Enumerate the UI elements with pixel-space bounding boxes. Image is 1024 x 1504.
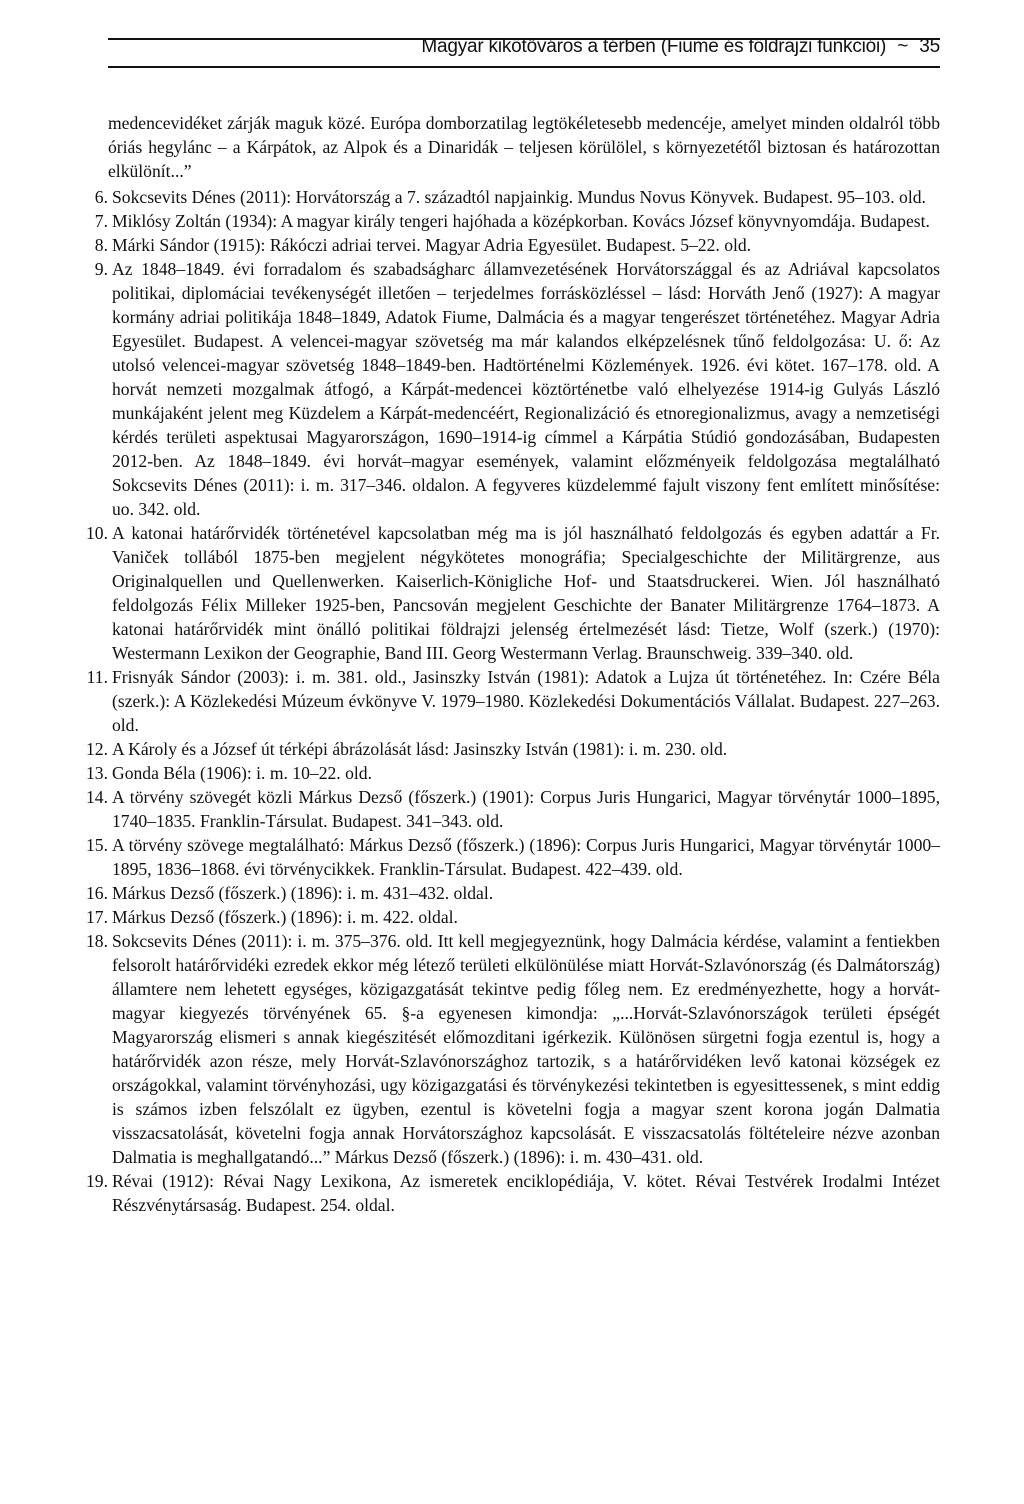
endnote-text: Miklósy Zoltán (1934): A magyar király tengeri hajóhada a középkorban. Kovács József könyvnyomdája. Budapest. (112, 211, 930, 231)
endnote (72, 665, 940, 737)
endnote-number: 17. (86, 907, 108, 927)
endnote (72, 785, 940, 833)
endnote-text: Révai (1912): Révai Nagy Lexikona, Az ismeretek enciklopédiája, V. kötet. Révai Testvérek Irodalmi Intézet Részvénytársaság. Budapest. 254. oldal. (112, 1171, 940, 1215)
endnote (72, 761, 940, 785)
endnote-text: A Károly és a József út térképi ábrázolását lásd: Jasinszky István (1981): i. m. 230. old. (112, 739, 728, 759)
endnote-number: 13. (86, 763, 108, 783)
endnote-number: 10. (86, 523, 108, 543)
continued-note-text: medencevidéket zárják maguk közé. Európa domborzatilag legtökéletesebb medencéje, amelyet minden oldalról több óriás hegylánc – a Kárpátok, az Alpok és a Dinaridák – teljesen körülölel, s környezetétől biztosan és határozottan elkülönít...” (108, 113, 940, 181)
endnote (72, 881, 940, 905)
endnote-text: Márki Sándor (1915): Rákóczi adriai tervei. Magyar Adria Egyesület. Budapest. 5–22. old. (112, 235, 752, 255)
endnote-text: A törvény szövegét közli Márkus Dezső (főszerk.) (1901): Corpus Juris Hungarici, Magyar törvénytár 1000–1895, 1740–1835. Franklin-Társulat. Budapest. 341–343. old. (112, 787, 940, 831)
endnote (72, 737, 940, 761)
running-title: Magyar kikötőváros a térben (Fiume és földrajzi funkciói) (421, 36, 887, 57)
endnote (72, 929, 940, 1169)
header-separator: ~ (897, 36, 909, 57)
page-number: 35 (919, 36, 940, 57)
endnote-number: 19. (86, 1171, 108, 1191)
header-bottom-rule (108, 66, 940, 68)
endnote-number: 14. (86, 787, 108, 807)
endnote (72, 233, 940, 257)
endnote-number: 8. (94, 235, 108, 255)
endnote (72, 257, 940, 521)
endnote-text: Sokcsevits Dénes (2011): i. m. 375–376. old. Itt kell megjegyeznünk, hogy Dalmácia kérdése, valamint a fentiekben felsorolt határőrvidéki ezredek ekkor még létező területi elkülönülése miatt Horvát-Szlavónország (és Dalmátország) államtere nem lehetett egységes, közigazgatását tekintve pedig főleg nem. Ez eredményezhette, hogy a horvát-magyar kiegyezés törvényének 65. §-a egyenesen kimondja: „...Horvát-Szlavónországok területi épségét Magyarország elismeri s annak kiegészitését előmozditani igérkezik. Különösen sürgetni fogja ezentul is, hogy a határőrvidék azon része, mely Horvát-Szlavónországhoz tartozik, s a határőrvidéken levő katonai községek ez országokkal, valamint törvényhozási, ugy közigazgatási és törvénykezési tekintetben is egyesittessenek, s mint eddig is számos izben felszólalt ez ügyben, ezentul is követelni fogja a magyar szent korona jogán Dalmatia visszacsatolását, követelni fogja annak Horvátországhoz kapcsolását. E visszacsatolás föltételeire nézve azonban Dalmatia is meghallgatandó...” Márkus Dezső (főszerk.) (1896): i. m. 430–431. old. (112, 931, 940, 1167)
endnote (72, 521, 940, 665)
endnote-text: Az 1848–1849. évi forradalom és szabadságharc államvezetésének Horvátországgal és az Adriával kapcsolatos politikai, diplomáciai tevékenységét illetően – terjedelmes forrásközléssel – lásd: Horváth Jenő (1927): A magyar kormány adriai politikája 1848–1849, Adatok Fiume, Dalmácia és a magyar tengerészet történetéhez. Magyar Adria Egyesület. Budapest. A velencei-magyar szövetség ma már kalandos elképzelésnek tűnő feldolgozása: U. ő: Az utolsó velencei-magyar szövetség 1848–1849-ben. Hadtörténelmi Közlemények. 1926. évi kötet. 167–178. old. A horvát nemzeti mozgalmak átfogó, a Kárpát-medencei köztörténetbe való elhelyezése 1914-ig Gulyás László munkájaként jelent meg Küzdelem a Kárpát-medencéért, Regionalizáció és etnoregionalizmus, avagy a nemzetiségi kérdés területi aspektusai Magyarországon, 1690–1914-ig címmel a Kárpátia Stúdió gondozásában, Budapesten 2012-ben. Az 1848–1849. évi horvát–magyar események, valamint előzményeik feldolgozása megtalálható Sokcsevits Dénes (2011): i. m. 317–346. oldalon. A fegyveres küzdelemmé fajult viszony fent említett minősítése: uo. 342. old. (112, 259, 940, 519)
endnote-number: 16. (86, 883, 108, 903)
endnote-number: 6. (94, 187, 108, 207)
endnote (72, 905, 940, 929)
endnote-text: Frisnyák Sándor (2003): i. m. 381. old., Jasinszky István (1981): Adatok a Lujza út történetéhez. In: Czére Béla (szerk.): A Közlekedési Múzeum évkönyve V. 1979–1980. Közlekedési Dokumentációs Vállalat. Budapest. 227–263. old. (112, 667, 940, 735)
endnote-text: Gonda Béla (1906): i. m. 10–22. old. (112, 763, 372, 783)
endnote-number: 18. (86, 931, 108, 951)
endnote-text: A törvény szövege megtalálható: Márkus Dezső (főszerk.) (1896): Corpus Juris Hungarici, Magyar törvénytár 1000–1895, 1836–1868. évi törvénycikkek. Franklin-Társulat. Budapest. 422–439. old. (112, 835, 940, 879)
endnote-number: 7. (94, 211, 108, 231)
endnote-text: Sokcsevits Dénes (2011): Horvátország a 7. századtól napjainkig. Mundus Novus Könyvek. Budapest. 95–103. old. (112, 187, 926, 207)
endnote (72, 185, 940, 209)
endnotes-list (72, 185, 940, 1217)
endnote-number: 11. (86, 667, 108, 687)
endnote (72, 1169, 940, 1217)
endnote-number: 12. (86, 739, 108, 759)
endnote-text: A katonai határőrvidék történetével kapcsolatban még ma is jól használható feldolgozás és egyben adattár a Fr. Vaniček tollából 1875-ben megjelent négykötetes monográfia; Specialgeschichte der Militärgrenze, aus Originalquellen und Quellenwerken. Kaiserlich-Königliche Hof- und Staatsdruckerei. Wien. Jól használható feldolgozás Félix Milleker 1925-ben, Pancsován megjelent Geschichte der Banater Militärgrenze 1764–1873. A katonai határőrvidék mint önálló politikai földrajzi jelenség értelmezését lásd: Tietze, Wolf (szerk.) (1970): Westermann Lexikon der Geographie, Band III. Georg Westermann Verlag. Braunschweig. 339–340. old. (112, 523, 940, 663)
endnote (72, 209, 940, 233)
running-header (108, 34, 940, 60)
endnote-text: Márkus Dezső (főszerk.) (1896): i. m. 431–432. oldal. (112, 883, 494, 903)
endnote-number: 9. (94, 259, 108, 279)
endnote-text: Márkus Dezső (főszerk.) (1896): i. m. 422. oldal. (112, 907, 458, 927)
endnote-number: 15. (86, 835, 108, 855)
endnote (72, 833, 940, 881)
